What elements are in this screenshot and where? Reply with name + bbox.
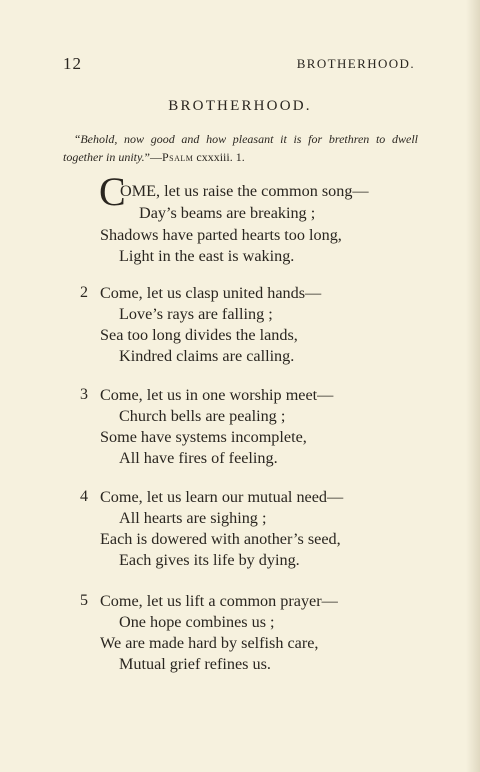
drop-cap: C [99, 169, 126, 214]
running-title: BROTHERHOOD. [296, 56, 415, 71]
stanza-line: We are made hard by selfish care, [100, 634, 319, 652]
epigraph-quote-2: together in unity. [63, 150, 145, 164]
stanza-line: Mutual grief refines us. [119, 655, 271, 673]
epigraph-quote-1: Behold, now good and how pleasant it is for brethren to dwell [80, 132, 418, 146]
stanza-line: Light in the east is waking. [119, 247, 295, 265]
running-head [63, 54, 415, 74]
stanza-line: Each gives its life by dying. [119, 551, 300, 569]
stanza-line: Come, let us clasp united hands— [100, 284, 322, 302]
poem-title: BROTHERHOOD. [168, 98, 312, 114]
stanza-line: Shadows have parted hearts too long, [100, 226, 342, 244]
stanza-line: Come, let us lift a common prayer— [100, 592, 338, 610]
stanza-line: Day’s beams are breaking ; [139, 204, 316, 222]
stanza-number: 5 [80, 592, 88, 609]
epigraph-reference: cxxxiii. 1. [193, 150, 245, 164]
stanza-line: Sea too long divides the lands, [100, 326, 298, 344]
stanza-line: Come, let us learn our mutual need— [100, 488, 344, 506]
page-number: 12 [63, 54, 82, 73]
stanza-line: Love’s rays are falling ; [119, 305, 273, 323]
epigraph-source: Psalm [161, 150, 194, 164]
epigraph-close: ”— [144, 150, 162, 164]
page-edge-shadow [466, 0, 480, 772]
stanza-line: All hearts are sighing ; [119, 509, 267, 527]
epigraph-open-quote: “ [75, 132, 81, 146]
epigraph [63, 130, 418, 166]
stanza-line: OME, let us raise the common song— [120, 182, 369, 200]
stanza-number: 2 [80, 284, 88, 301]
stanza-line: All have fires of feeling. [119, 449, 278, 467]
stanza-line: Church bells are pealing ; [119, 407, 286, 425]
stanza-line: Each is dowered with another’s seed, [100, 530, 341, 548]
stanza-number: 4 [80, 488, 88, 505]
epigraph-line-1 [63, 130, 418, 148]
stanza-line: Kindred claims are calling. [119, 347, 295, 365]
stanza-line: One hope combines us ; [119, 613, 275, 631]
stanza-number: 3 [80, 386, 88, 403]
stanza-line: Some have systems incomplete, [100, 428, 307, 446]
epigraph-line-2 [63, 148, 418, 166]
stanza-line: Come, let us in one worship meet— [100, 386, 334, 404]
